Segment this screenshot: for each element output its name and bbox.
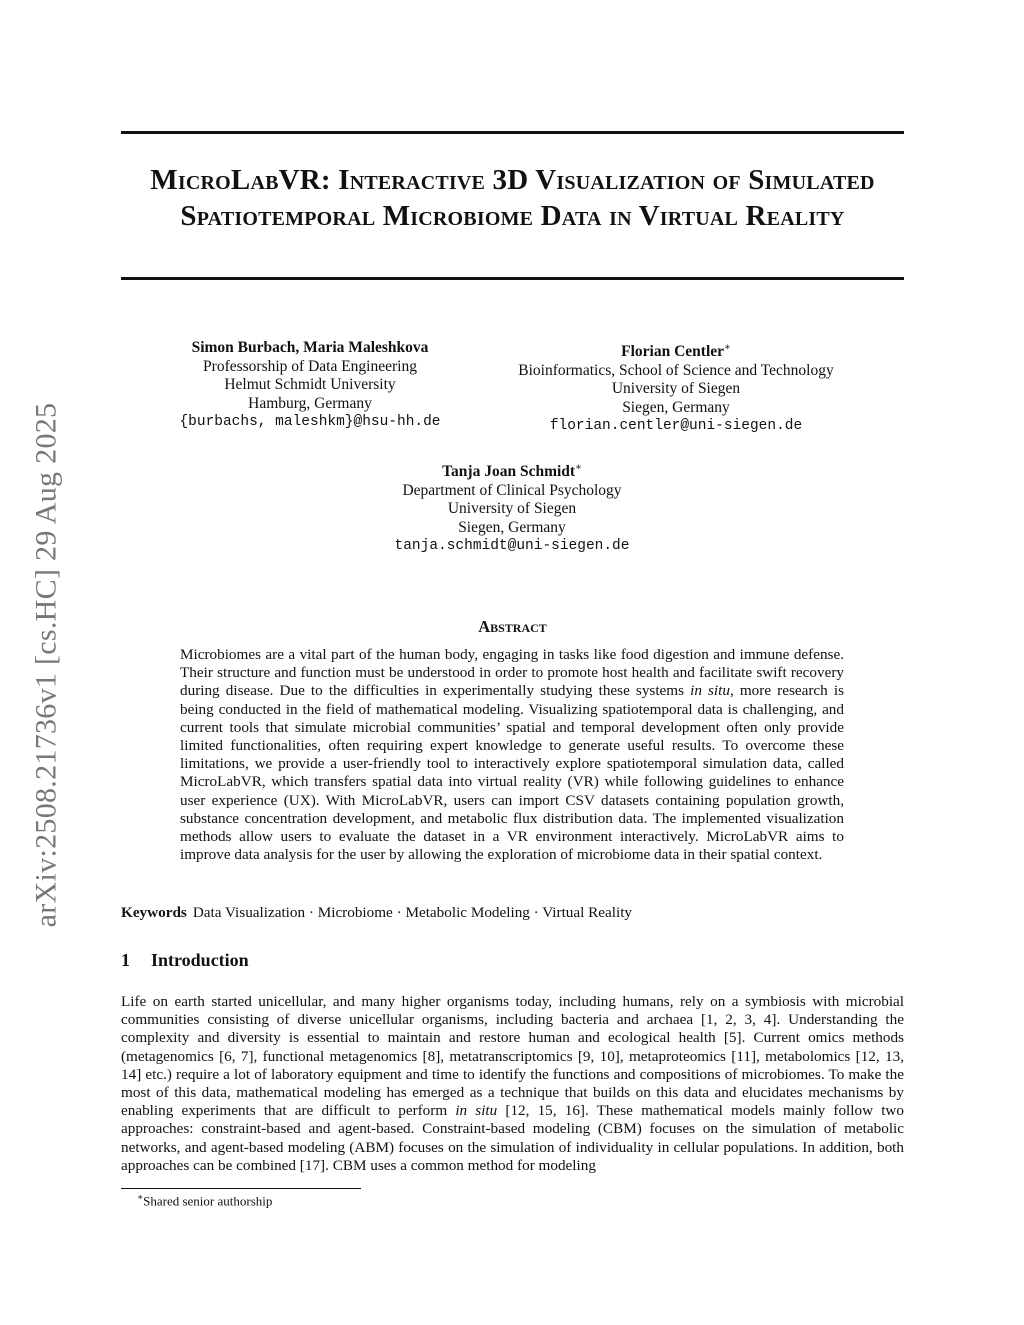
arxiv-identifier-text: arXiv:2508.21736v1 [cs.HC] 29 Aug 2025 (29, 402, 63, 928)
author-location: Siegen, Germany (458, 518, 566, 536)
abstract-text (180, 646, 844, 864)
author-name: Simon Burbach, Maria Maleshkova (191, 339, 429, 356)
author-name-line (496, 339, 856, 362)
footnote-text: Shared senior authorship (143, 1193, 273, 1209)
abstract-text-part1: Microbiomes are a vital part of the human body, engaging in tasks like food digestion and immune defense. Their structure and function must be understood in order to promote host health and facilitate swift recovery during disease. Due to the difficulties in experimentally studying these systems (180, 646, 844, 700)
footnote (137, 1192, 272, 1209)
intro-text-part1: Life on earth started unicellular, and many higher organisms today, including humans, rely on a symbiosis with microbial communities consisting of diverse unicellular organisms, including bacteria and archaea [1, 2, 3, 4]. Understanding the complexity and diversity is essential to maintain and restore human and ecological health [5]. Current omics methods (metagenomics [6, 7], functional metagenomics [8], metatranscriptomics [9, 10], metaproteomics [11], metabolomics [12, 13, 14] etc.) require a lot of laboratory equipment and time to identify the functions and compositions of microbiomes. To make the most of this data, mathematical modeling has emerged as a technique that builds on this data and elucidates mechanisms by enabling experiments that are difficult to perform (121, 993, 904, 1120)
introduction-paragraph (121, 993, 904, 1175)
author-email: florian.centler@uni-siegen.de (549, 418, 803, 435)
keywords-label: Keywords (121, 904, 187, 921)
paper-title: MicroLabVR: Interactive 3D Visualization of Simulated Spatiotemporal Microbiome Data in Virtual Reality (150, 164, 875, 232)
author-affiliation: Department of Clinical Psychology (402, 481, 622, 499)
author-affiliation: Professorship of Data Engineering (203, 357, 417, 375)
title-top-rule (121, 131, 904, 134)
arxiv-identifier (24, 370, 68, 960)
author-footnote-mark: ∗ (724, 342, 731, 353)
abstract-text-part2: , more research is being conducted in the field of mathematical modeling. Visualizing spatiotemporal data is challenging, and current tools that simulate microbial communities’ spatial and temporal development often only provide limited functionalities, often requiring expert knowledge to generate useful results. To overcome these limitations, we provide a user-friendly tool to interactively explore spatiotemporal simulation data, called MicroLabVR, which transfers spatial data into virtual reality (VR) while following guidelines to enhance user experience (UX). With MicroLabVR, users can import CSV datasets containing population growth, substance concentration development, and metabolic flux distribution data. The implemented visualization methods allow users to evaluate the dataset in a VR environment interactively. MicroLabVR aims to improve data analysis for the user by allowing the exploration of microbiome data in their spatial context. (180, 682, 844, 864)
abstract-text-italic: in situ (690, 682, 730, 700)
author-block-schmidt (362, 459, 662, 556)
section-number: 1 (121, 950, 130, 970)
author-name: Tanja Joan Schmidt (442, 463, 576, 481)
author-block-centler (496, 339, 856, 436)
author-location: Hamburg, Germany (248, 394, 372, 412)
author-affiliation: Bioinformatics, School of Science and Technology (518, 361, 834, 379)
author-institution: Helmut Schmidt University (224, 376, 396, 393)
author-institution: University of Siegen (447, 500, 577, 518)
author-footnote-mark: ∗ (575, 462, 582, 473)
author-name: Florian Centler (621, 343, 725, 361)
intro-text-italic: in situ (455, 1102, 498, 1120)
author-name-line (362, 459, 662, 482)
author-email: tanja.schmidt@uni-siegen.de (394, 538, 630, 555)
footnote-rule (121, 1188, 361, 1189)
section-title: Introduction (151, 950, 249, 970)
author-email: {burbachs, maleshkm}@hsu-hh.de (179, 414, 441, 430)
author-institution: University of Siegen (611, 380, 741, 398)
footnote-mark: ∗ (137, 1192, 144, 1202)
keywords-text: Data Visualization · Microbiome · Metabolic Modeling · Virtual Reality (192, 904, 633, 921)
author-block-burbach-maleshkova (160, 339, 460, 432)
section-heading-introduction (121, 950, 904, 971)
author-location: Siegen, Germany (622, 398, 730, 416)
keywords-line (121, 904, 904, 922)
title-bottom-rule (121, 277, 904, 280)
intro-text-part2: [12, 15, 16]. These mathematical models mainly follow two approaches: constraint-based and agent-based. Constraint-based modeling (CBM) focuses on the simulation of metabolic networks, and agent-based modeling (ABM) focuses on the simulation of individuality in cellular populations. In addition, both approaches can be combined [17]. CBM uses a common method for modeling (121, 1102, 904, 1174)
abstract-heading: Abstract (478, 617, 547, 636)
